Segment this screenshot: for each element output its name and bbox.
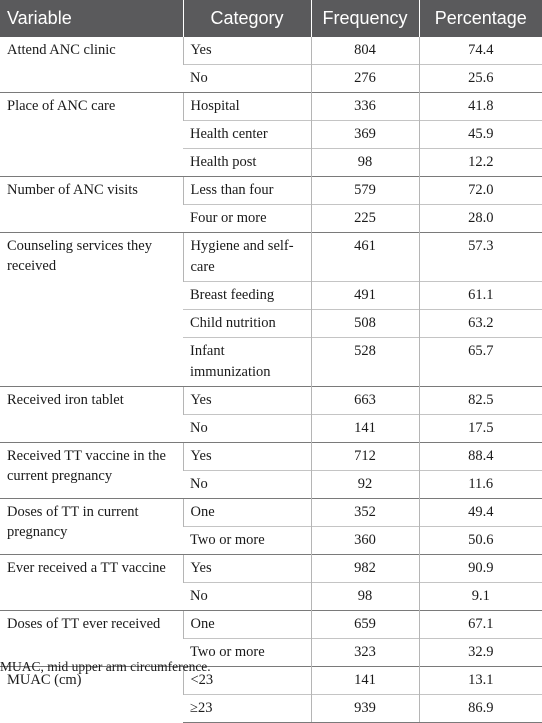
table-body — [0, 37, 542, 723]
frequency-cell: 141 — [311, 667, 419, 695]
percentage-cell: 50.6 — [419, 527, 542, 555]
frequency-cell: 276 — [311, 65, 419, 93]
category-cell: Less than four — [183, 177, 311, 205]
category-cell: One — [183, 611, 311, 639]
variable-cell: Doses of TT in current pregnancy — [0, 499, 183, 555]
table-row — [0, 611, 542, 639]
percentage-cell: 49.4 — [419, 499, 542, 527]
variable-cell: Number of ANC visits — [0, 177, 183, 233]
percentage-cell: 25.6 — [419, 65, 542, 93]
percentage-cell: 11.6 — [419, 471, 542, 499]
category-cell: Four or more — [183, 205, 311, 233]
category-cell: Health center — [183, 121, 311, 149]
category-cell: No — [183, 65, 311, 93]
column-header-percentage: Percentage — [419, 0, 542, 37]
percentage-cell: 12.2 — [419, 149, 542, 177]
frequency-cell: 98 — [311, 149, 419, 177]
percentage-cell: 57.3 — [419, 233, 542, 282]
frequency-cell: 141 — [311, 415, 419, 443]
percentage-cell: 82.5 — [419, 387, 542, 415]
table-row — [0, 37, 542, 65]
percentage-cell: 65.7 — [419, 338, 542, 387]
table-row — [0, 387, 542, 415]
category-cell: No — [183, 415, 311, 443]
column-header-category: Category — [183, 0, 311, 37]
category-cell: Hospital — [183, 93, 311, 121]
frequency-cell: 939 — [311, 695, 419, 723]
frequency-cell: 508 — [311, 310, 419, 338]
category-cell: Child nutrition — [183, 310, 311, 338]
variable-cell: Ever received a TT vaccine — [0, 555, 183, 611]
frequency-cell: 360 — [311, 527, 419, 555]
frequency-cell: 369 — [311, 121, 419, 149]
category-cell: Infant immunization — [183, 338, 311, 387]
percentage-cell: 88.4 — [419, 443, 542, 471]
category-cell: Hygiene and self-care — [183, 233, 311, 282]
table-footnote: MUAC, mid upper arm circumference. — [0, 659, 211, 674]
frequency-cell: 659 — [311, 611, 419, 639]
category-cell: No — [183, 583, 311, 611]
variable-cell: Received iron tablet — [0, 387, 183, 443]
frequency-cell: 98 — [311, 583, 419, 611]
column-header-variable: Variable — [0, 0, 183, 37]
percentage-cell: 28.0 — [419, 205, 542, 233]
frequency-cell: 336 — [311, 93, 419, 121]
percentage-cell: 45.9 — [419, 121, 542, 149]
category-cell: Yes — [183, 443, 311, 471]
percentage-cell: 72.0 — [419, 177, 542, 205]
frequency-cell: 461 — [311, 233, 419, 282]
percentage-cell: 61.1 — [419, 282, 542, 310]
category-cell: No — [183, 471, 311, 499]
percentage-cell: 90.9 — [419, 555, 542, 583]
category-cell: Yes — [183, 555, 311, 583]
frequency-cell: 712 — [311, 443, 419, 471]
category-cell: Health post — [183, 149, 311, 177]
frequency-cell: 323 — [311, 639, 419, 667]
category-cell: Two or more — [183, 527, 311, 555]
percentage-cell: 67.1 — [419, 611, 542, 639]
table-row — [0, 233, 542, 282]
frequency-cell: 982 — [311, 555, 419, 583]
variable-cell: Counseling services they received — [0, 233, 183, 387]
variable-cell: Doses of TT ever received — [0, 611, 183, 667]
category-cell: <23 — [183, 667, 311, 695]
percentage-cell: 32.9 — [419, 639, 542, 667]
variable-cell: Place of ANC care — [0, 93, 183, 177]
column-header-frequency: Frequency — [311, 0, 419, 37]
category-cell: Two or more — [183, 639, 311, 667]
category-cell: One — [183, 499, 311, 527]
category-cell: Yes — [183, 387, 311, 415]
table-row — [0, 93, 542, 121]
percentage-cell: 86.9 — [419, 695, 542, 723]
frequency-cell: 352 — [311, 499, 419, 527]
frequency-cell: 804 — [311, 37, 419, 65]
percentage-cell: 17.5 — [419, 415, 542, 443]
variable-cell: MUAC (cm) — [0, 667, 183, 723]
variable-cell: Attend ANC clinic — [0, 37, 183, 93]
table-header — [0, 0, 542, 37]
variable-cell: Received TT vaccine in the current pregnancy — [0, 443, 183, 499]
percentage-cell: 74.4 — [419, 37, 542, 65]
frequency-cell: 491 — [311, 282, 419, 310]
percentage-cell: 41.8 — [419, 93, 542, 121]
percentage-cell: 13.1 — [419, 667, 542, 695]
category-cell: Breast feeding — [183, 282, 311, 310]
frequency-cell: 579 — [311, 177, 419, 205]
category-cell: Yes — [183, 37, 311, 65]
category-cell: ≥23 — [183, 695, 311, 723]
table-row — [0, 443, 542, 471]
table-row — [0, 555, 542, 583]
frequency-cell: 92 — [311, 471, 419, 499]
frequency-cell: 528 — [311, 338, 419, 387]
frequency-cell: 225 — [311, 205, 419, 233]
table-row — [0, 499, 542, 527]
percentage-cell: 63.2 — [419, 310, 542, 338]
table-row — [0, 177, 542, 205]
frequency-cell: 663 — [311, 387, 419, 415]
percentage-cell: 9.1 — [419, 583, 542, 611]
